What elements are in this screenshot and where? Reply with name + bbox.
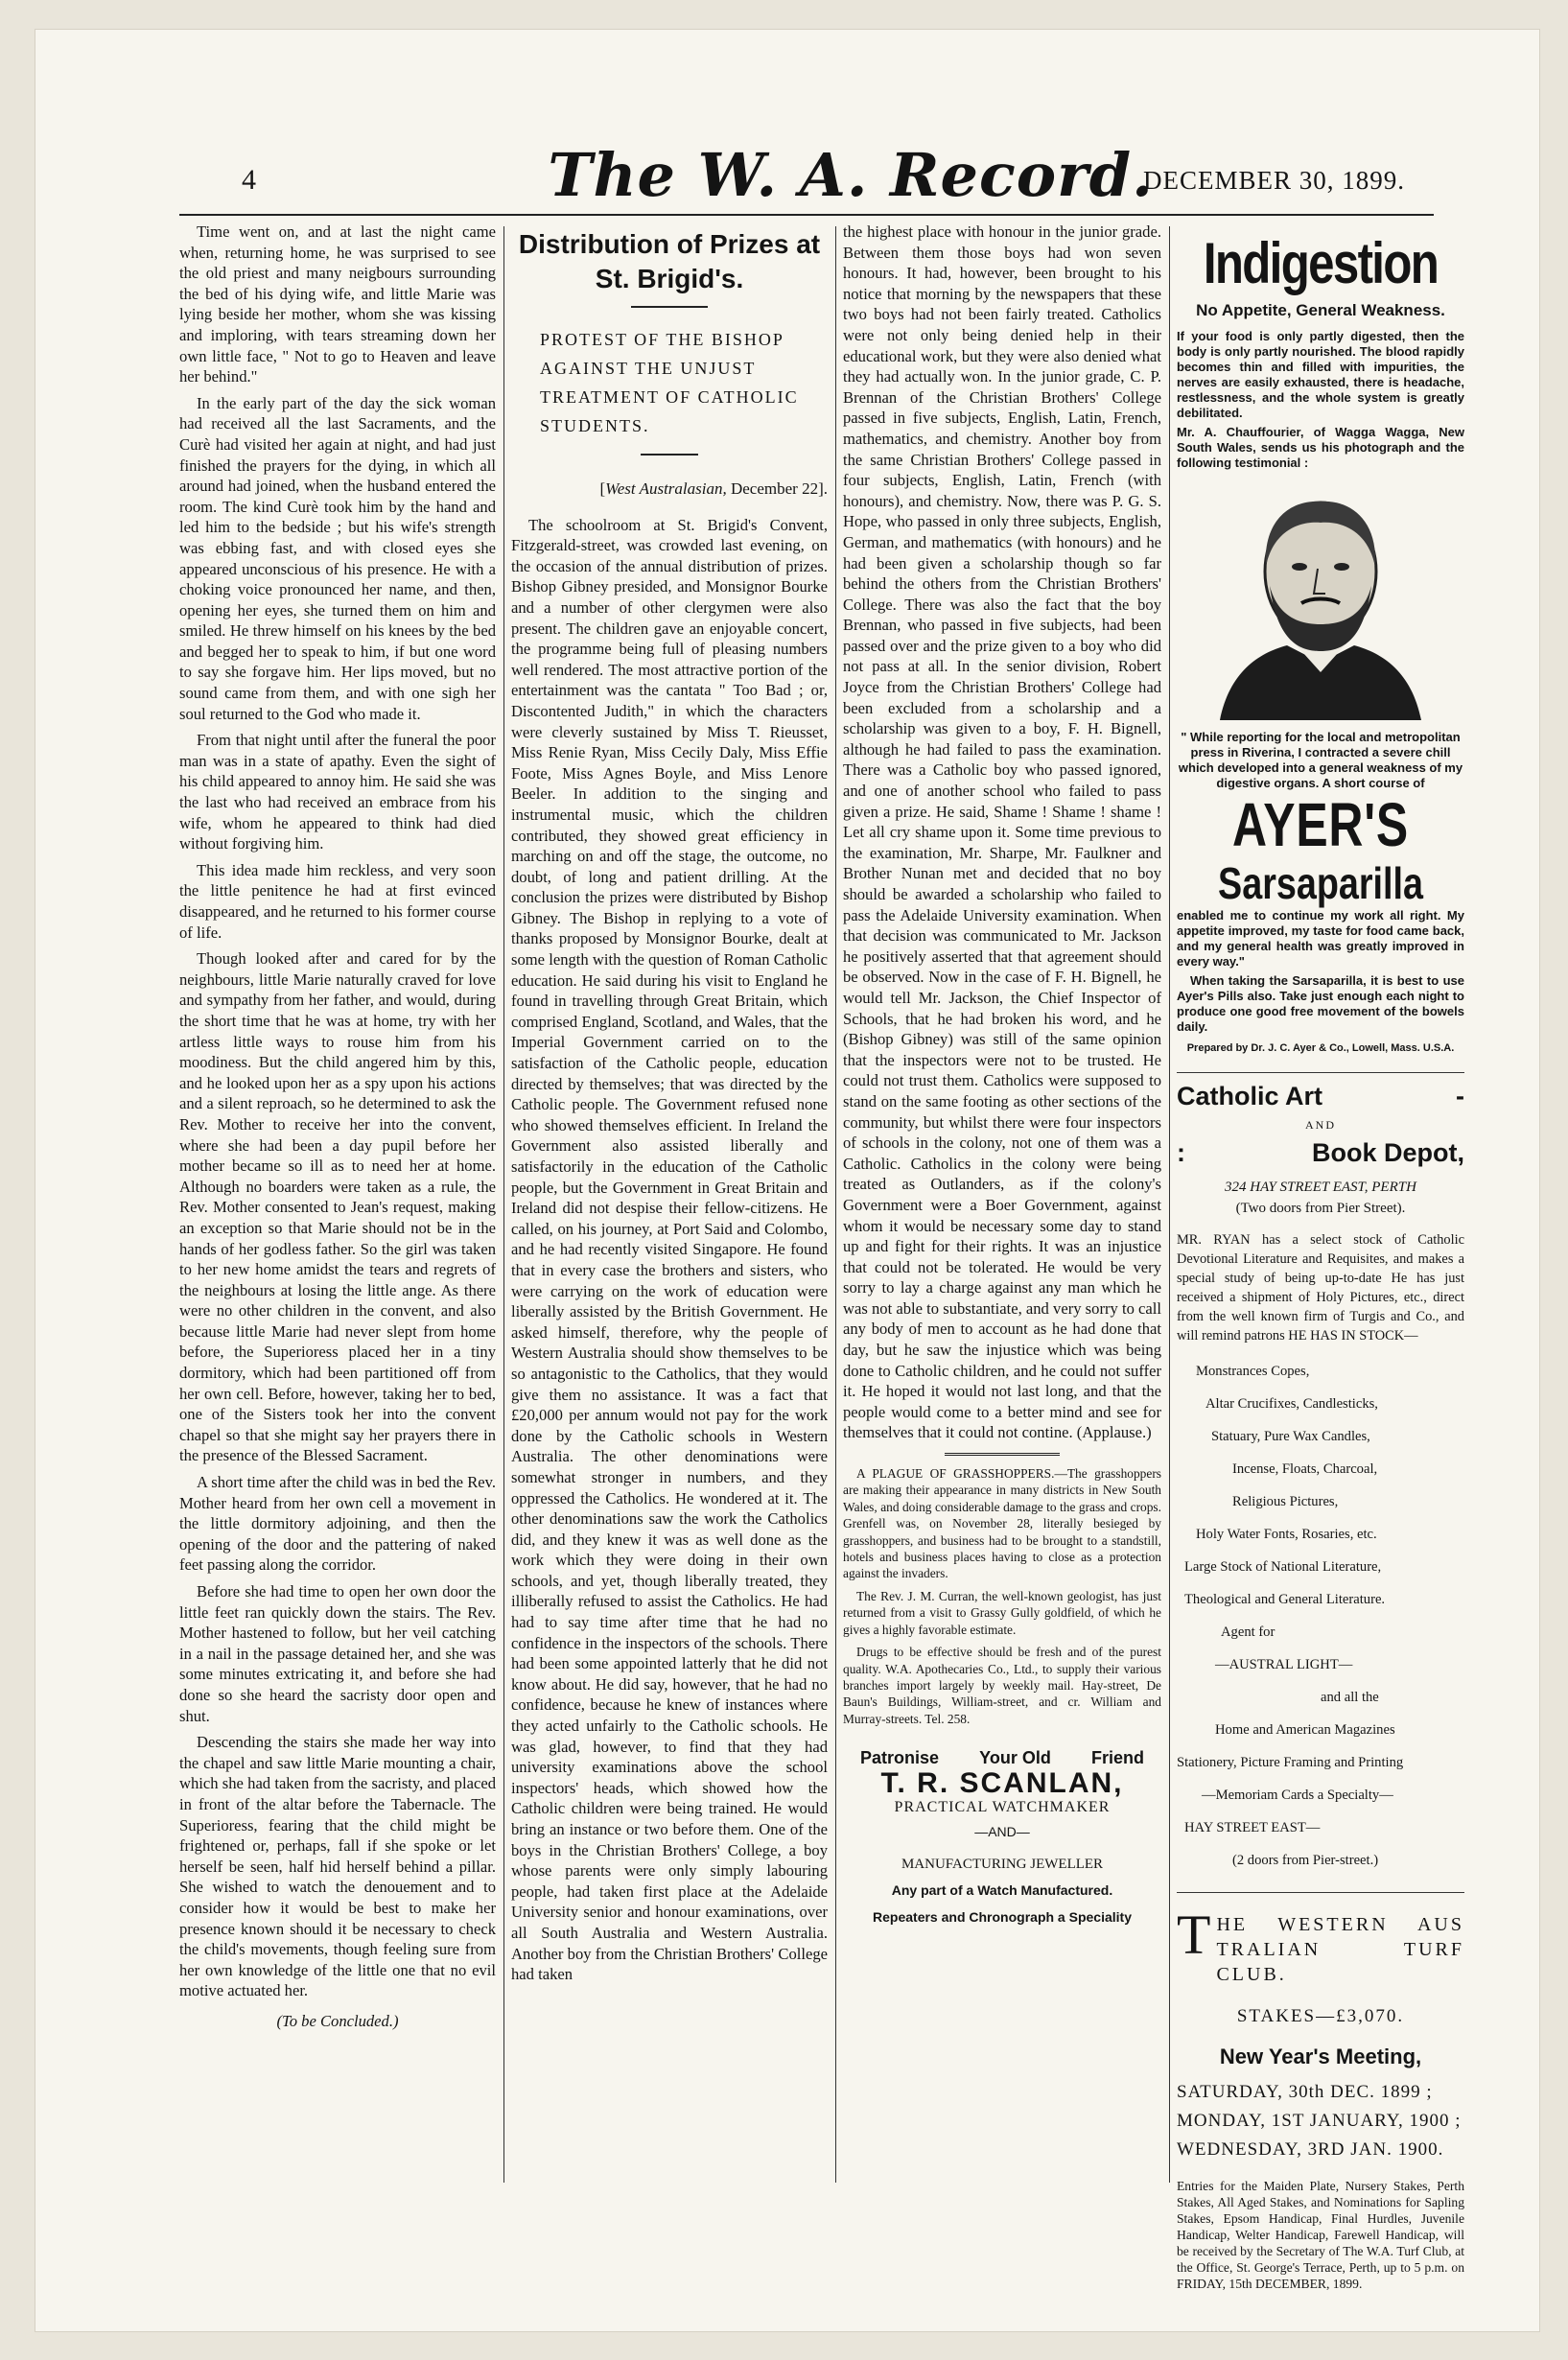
product-name: Sarsaparilla [1218,857,1423,908]
brand-name: AYER'S [1232,789,1409,859]
article-headline: Distribution of Prizes at St. Brigid's. [518,229,821,293]
ad-maker: Prepared by Dr. J. C. Ayer & Co., Lowell, Mass. U.S.A. [1186,1041,1455,1054]
news-notes [843,1465,1161,1727]
paragraph: Time went on, and at last the night came when, returning home, he was surprised to see the old priest and many neigbours surrounding the bed of his dying wife, and little Marie was lying beside her mother, whom she was kissing and imploring, with tears streaming down her own little face, " Not to go to Heaven and leave her behind." [179,222,496,386]
depot-and: AND [1305,1117,1336,1132]
race-day: SATURDAY, 30th DEC. 1899 ; [1177,2082,1433,2103]
article-source: [West Australasian, December 22]. [599,479,828,498]
ad-headline: Indigestion [1203,231,1439,295]
patron-word: Patronise [860,1748,940,1768]
list-item: Statuary, Pure Wax Candles, [1211,1429,1370,1445]
newspaper-title: The W. A. Record. [548,140,1154,210]
list-item: Holy Water Fonts, Rosaries, etc. [1196,1527,1377,1543]
race-day: MONDAY, 1ST JANUARY, 1900 ; [1177,2111,1462,2132]
article-continued-column [843,222,1161,1928]
depot-heading-text: Book Depot, [1312,1138,1464,1168]
ad-subheadline: No Appetite, General Weakness. [1196,301,1445,319]
article-column [511,222,828,1991]
column-divider [1169,226,1170,2183]
paragraph: Before she had time to open her own door the little feet ran quickly down the stairs. The Rev. Mother hastened to follow, but her veil catching in a nail in the passage detained her, and she was some minutes extricating it, and before she had done so she heard the sacristy door open and shut. [179,1582,496,1725]
turf-club-name: HE WESTERN AUS TRALIAN TURF CLUB. [1216,1914,1464,1986]
list-item: Agent for [1221,1624,1275,1641]
paragraph: A short time after the child was in bed the Rev. Mother heard from her own cell a movement in the little dormitory adjoining, and then the opening of the door and the pattering of naked feet passing along the corridor. [179,1473,496,1575]
race-day: WEDNESDAY, 3RD JAN. 1900. [1177,2139,1444,2161]
list-item: (2 doors from Pier-street.) [1232,1853,1379,1869]
depot-heading-text: Catholic Art [1177,1082,1323,1111]
depot-address: 324 HAY STREET EAST, PERTH [1225,1179,1416,1195]
news-note: A PLAGUE OF GRASSHOPPERS.—The grasshoppers are making their appearance in many districts in New South Wales, and doing considerable damage to the grass and crops. Grenfell was, on November 28, literally besieged by grasshoppers, and business had to be brought to a standstill, hotels and business places having to close as a protection against the invaders. [843,1466,1161,1581]
masthead [35,30,1539,217]
page-number: 4 [242,164,256,196]
paragraph: From that night until after the funeral the poor man was in a state of apathy. Even the sight of his child appeared to annoy him. He said she was the last who had received an embrace from his wife, whom he appeared to think had died without forgiving him. [179,731,496,853]
ayers-advertisement [1177,231,1464,1073]
paragraph: The schoolroom at St. Brigid's Convent, Fitzgerald-street, was crowded last evening, on the occasion of the annual distribution of prizes. Bishop Gibney presided, and Monsignor Bourke and a number of other clergymen were also present. The children gave an enjoyable concert, the programme being full of pleasing numbers well rendered. The most attractive portion of the entertainment was the cantata " Too Bad ; or, Discontented Judith," in which the characters were cleverly sustained by Miss T. Rieusset, Miss Renie Ryan, Miss Cecily Daly, Miss Effie Foote, Miss Agnes Boyle, and Miss Lenore Beeler. In addition to the singing and instrumental music, which the children contributed, they showed great efficiency in marching on and off the stage, the outcome, no doubt, of long and patient drilling. At the conclusion the prizes were distributed by Bishop Gibney. The Bishop in replying to a vote of thanks proposed by Monsignor Bourke, dealt at some length with the question of Roman Catholic education. He said during his visit to England he found in travelling through Great Britain, which comprised England, Scotland, and Wales, that the Imperial Government carried on to the satisfaction of the Catholic people, education directed by themselves; that was directed by the Catholic people. The Government refused none who showed themselves efficient. In Ireland the Government also assisted liberally and satisfactorily in the education of the Catholic people, but the Government in Great Britain and Ireland did not despise their fellow-citizens. He called, on his journey, at Port Said and Colombo, and he had recently visited Singapore. He found that in every case the brothers and sisters, who were carrying on the work of education were liberally assisted by the British Government. He asked himself, therefore, why the people of Western Australia should show themselves to be so antagonistic to the Catholics, that they would give them no assistance. It was a fact that £20,000 per annum would not pay for the work done by the Catholic schools in Western Australia. The other denominations were somewhat stronger in numbers, and they oppressed the Catholics. He wondered at it. The other denominations saw the work the Catholics did, and they knew it was as well done as the work which they were doing in their own schools, and yet, though liberally treated, they illiberally refused to assist the Catholics. He had had to say time after time that he had no confidence in the inspectors of the schools. There had been some appointed latterly that he did not know about. He did say, however, that he had no confidence, because he knew of instances where they acted unfairly to the Catholic schools. He was glad, however, to find that they had university examinations above the school inspectors' heads, which showed how the Catholic children were being trained. He would bring an instance or two before them. One of the boys in the Christian Brothers' College, a boy whose parents were only simply labouring people, had taken first place at the Adelaide University senior and honour examinations, over all South Australia and Western Australia. Another boy from the Christian Brothers' College had taken [511,515,828,1984]
news-note: The Rev. J. M. Curran, the well-known geologist, has just returned from a visit to Grassy Gully goldfield, of which he gives a highly favorable estimate. [843,1588,1161,1637]
trade-line: MANUFACTURING JEWELLER [901,1856,1104,1872]
turf-club-advertisement [1177,1893,1464,2292]
list-item: Large Stock of National Literature, [1184,1559,1382,1576]
ad-text: Mr. A. Chauffourier, of Wagga Wagga, New South Wales, sends us his photograph and the following testimonial : [1177,424,1464,470]
source-date: December 22]. [730,479,828,498]
depot-address-note: (Two doors from Pier Street). [1235,1200,1406,1216]
advertiser-name: T. R. SCANLAN, [880,1766,1124,1799]
section-rule [945,1453,1060,1456]
short-rule [641,454,698,456]
list-item: —AUSTRAL LIGHT— [1215,1657,1353,1673]
list-item: —Memoriam Cards a Specialty— [1202,1788,1393,1804]
depot-heading [1177,1138,1464,1168]
paragraph: the highest place with honour in the junior grade. Between them those boys had won seven honours. It had, however, been brought to his notice that morning by the newspapers that these two boys had not been fairly treated. Catholics were not only being denied help in their educational work, but they were also denied what they had actually won. In the junior grade, C. P. Brennan of the Christian Brothers' College passed in five subjects, English, Latin, French, mathematics, and chemistry. Another boy from the same Christian Brothers' College passed in four subjects, English, Latin, French (with honours), and chemistry. Now, there was P. G. S. Hope, who passed in only three subjects, English, German, and mathematics (with honours) and he had been given a scholarship though so far behind the others from the Christian Brothers' College. There was also the fact that the boy Brennan, who passed in five subjects, had been passed over and the prize given to a boy who did not pass at all. In the senior division, Robert Joyce from the Christian Brothers' College had been excluded from a scholarship and a scholarship was given to a boy, F. H. Bignell, although he had failed to pass the examination. There was a Catholic boy who passed ignored, and one of another school who failed to pass given a prize. He said, Shame ! Shame ! shame ! Let all cry shame upon it. Some time previous to the examination, Mr. Sharpe, Mr. Faulkner and Brother Nunan met and decided that no boy should be awarded a scholarship who failed to pass the Adelaide University examination. When that decision was communicated to Mr. Jackson he positively asserted that that agreement should be observed. Now in the case of F. H. Bignell, he would tell Mr. Jackson, the Chief Inspector of Schools, that he had broken his word, and he (Bishop Gibney) was still of the same opinion that the inspectors were not to be trusted. He could not trust them. Catholics were supposed to stand on the same footing as other sections of the community, but whilst there were four inspectors of schools in the colony, not one of them was a Catholic. Catholics in the colony were being treated as Outlanders, as if the colony's Government were a Boer Government, against whom it would be necessary some day to stand up and fight for their rights. It was an injustice that could not be tolerated. He would be very sorry to lay a charge against any man which he was not able to substantiate, and very sorry to call any body of men to account as he had done that day, but he saw the injustice which was being done to Catholic children, and he could not suffer it. He hoped it would not last long, and that the people would come to a better mind and see for themselves that it could not contine. (Applause.) [843,222,1161,1442]
advertisement-column [1177,222,1464,2292]
list-item: and all the [1321,1690,1379,1706]
list-item: Home and American Magazines [1215,1722,1395,1739]
list-item: Incense, Floats, Charcoal, [1232,1461,1378,1478]
ad-quote: " While reporting for the local and metropolitan press in Riverina, I contracted a severe chill which developed into a general weakness of my digestive organs. A short course of [1178,729,1463,790]
patron-word: Friend [1090,1748,1144,1768]
list-item: Monstrances Copes, [1196,1364,1310,1380]
and-line: —AND— [974,1823,1030,1839]
masthead-rule [179,214,1434,216]
issue-date: DECEMBER 30, 1899. [1142,166,1405,195]
column-divider [503,226,504,2183]
story-column [179,222,496,2031]
ad-text: If your food is only partly digested, then the body is only partly nourished. The blood rapidly becomes thin and filled with impurities, the nerves are easily exhausted, there is headache, restlessness, and the whole system is greatly debilitated. [1177,328,1464,420]
stakes-total: STAKES—£3,070. [1236,2006,1405,2027]
list-item: Theological and General Literature. [1184,1592,1386,1608]
article-subhead: PROTEST OF THE BISHOP AGAINST THE UNJUST TREATMENT OF CATHOLIC STUDENTS. [540,330,799,435]
patron-word: Your Old [979,1748,1051,1768]
ad-text: enabled me to continue my work all right. My appetite improved, my taste for food came back, and my general health was greatly improved in every way." [1177,907,1464,969]
short-rule [631,306,708,308]
depot-heading [1177,1082,1464,1111]
news-note: Drugs to be effective should be fresh and of the purest quality. W.A. Apothecaries Co., Ltd., to supply their various branches import largely by weekly mail. Hay-street, De Baun's Buildings, William-street, and cr. William and Murray-streets. Tel. 258. [843,1645,1161,1726]
paragraph: In the early part of the day the sick woman had received all the last Sacraments, and the Curè had visited her again at night, and had just finished the prayers for the dying, in which all around had joined, when the husband entered the room. The kind Curè took him by the hand and led him to the bedside ; but his wife's strength was ebbing fast, and with closed eyes she appeared unconscious of his presence. He with a choking voice pronounced her name, and then, opening her eyes, she turned them on him and smiled. He threw himself on his knees by the bed and begged her to speak to him, if but one word to say she forgave him. Her lips moved, but no sound came from them, and with one sigh her soul returned to the God who made it. [179,393,496,723]
depot-heading-colon: : [1177,1138,1185,1168]
paragraph: Though looked after and cared for by the neighbours, little Marie naturally craved for love and sympathy from her father, and would, during the short time that he was at home, try with her artless little ways to rouse him from his moodiness. But the child angered him by this, and he looked upon her as a spy upon his actions and a silent reproach, so he determined to ask the Rev. Mother to receive her into the convent, where she had been a day pupil before her mother became so ill as to need her at home. Although no boarders were taken as a rule, the Rev. Mother consented to Jean's request, making an exception so that Marie should not be in the hands of her godless father. So the girl was taken to her new home amidst the tears and regrets of the neighbours at losing the little ange. As there were no other children in the convent, and also because little Marie had never slept from home before, the Superioress placed her in a tiny dormitory, which had been partitioned off from her own cell. Before, however, taking her to bed, one of the Sisters took her into the convent chapel so that she might say her prayers there in the presence of the Blessed Sacrament. [179,949,496,1465]
list-item: HAY STREET EAST— [1184,1820,1321,1836]
patron-line [843,1748,1161,1769]
to-be-concluded: (To be Concluded.) [276,2011,399,2030]
catholic-depot-advertisement [1177,1073,1464,1893]
depot-description: MR. RYAN has a select stock of Catholic Devotional Literature and Requisites, and makes a special study of being up-to-date He has just received a shipment of Holy Pictures, etc., direct from the well known firm of Turgis and Co., and will remind patrons HE HAS IN STOCK— [1177,1232,1464,1344]
portrait-engraving [1210,480,1431,720]
trade-line: PRACTICAL WATCHMAKER [894,1799,1111,1816]
meeting-title: New Year's Meeting, [1219,2044,1422,2068]
list-item: Altar Crucifixes, Candlesticks, [1205,1396,1378,1413]
stock-list [1177,1355,1464,1877]
scanlan-advertisement [843,1748,1161,1928]
ad-text: When taking the Sarsaparilla, it is best to use Ayer's Pills also. Take just enough each night to produce one good free movement of the bowels daily. [1177,972,1464,1034]
list-item: Stationery, Picture Framing and Printing [1177,1755,1404,1771]
ad-footer: Repeaters and Chronograph a Speciality [873,1908,1132,1925]
column-divider [835,226,836,2183]
paragraph: This idea made him reckless, and very soon the little penitence he had at first evinced disappeared, and he returned to his former course of life. [179,860,496,942]
source-name: West Australasian, [605,479,727,498]
newspaper-page [35,29,1540,2332]
drop-cap: T [1177,1904,1211,1967]
turf-header [1177,1904,1464,1987]
ad-footer: Any part of a Watch Manufactured. [891,1882,1113,1899]
entries-notice: Entries for the Maiden Plate, Nursery Stakes, Perth Stakes, All Aged Stakes, and Nominations for Sapling Stakes, Epsom Handicap, Final Hurdles, Juvenile Handicap, Welter Handicap, Farewell Handicap, will be received by the Secretary of The W.A. Turf Club, at the Office, St. George's Terrace, Perth, up to 5 p.m. on FRIDAY, 15th DECEMBER, 1899. [1177,2179,1464,2292]
depot-heading-dash: - [1456,1082,1464,1111]
list-item: Religious Pictures, [1232,1494,1339,1510]
paragraph: Descending the stairs she made her way into the chapel and saw little Marie mounting a chair, which she had taken from the sacristy, and placed in front of the altar before the Tabernacle. The Superioress, fearing that the child might be frightened or, perhaps, fall if she spoke or let herself be seen, half hid herself behind a pillar. She wished to watch the denouement and to consider how it would be best to make her presence known should it be necessary to check the child's movements, though feeling sure from her own knowledge of the little one that no evil motive actuated her. [179,1733,496,2000]
